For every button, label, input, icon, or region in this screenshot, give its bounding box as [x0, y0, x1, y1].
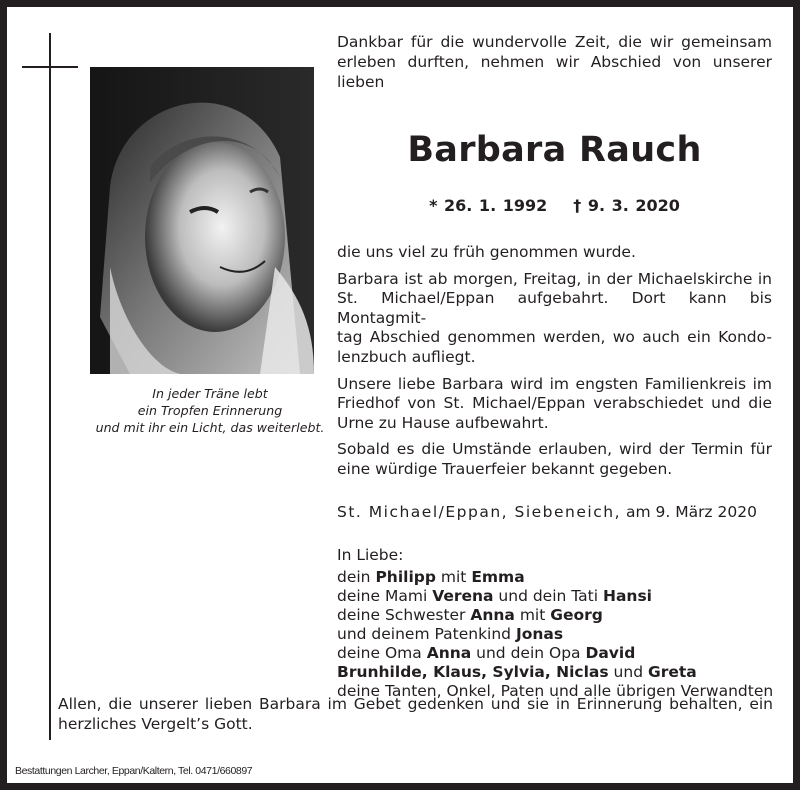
body-paragraph: Unsere liebe Barbara wird im engsten Familienkreis im Friedhof von St. Michael/Eppan verabschiedet und die Urne zu Hause aufbewahrt.: [337, 374, 772, 432]
mourner-line: [337, 663, 772, 682]
body-paragraph: Sobald es die Umstände erlauben, wird der Termin für eine würdige Trauerfeier bekannt gegeben.: [337, 440, 772, 478]
body-paragraph: Barbara ist ab morgen, Freitag, in der Michaelskirche in St. Michael/Eppan aufgebahrt. Dort kann bis Montagmit- tag Abschied genommen werden, wo auch ein Kondo- lenzbuch aufliegt.: [337, 269, 772, 366]
mourner-relation: deine Oma: [337, 643, 427, 662]
mourner-name: Greta: [647, 662, 697, 681]
death-date: † 9. 3. 2020: [573, 196, 680, 215]
mourner-relation: dein: [337, 567, 376, 586]
mourner-name: Anna: [470, 605, 515, 624]
date: am 9. März 2020: [625, 502, 757, 521]
mourner-line: [337, 644, 772, 663]
closing-thanks: [58, 694, 773, 734]
place: St. Michael/Eppan, Siebeneich,: [337, 502, 622, 521]
mourner-relation: deine Schwester: [337, 605, 471, 624]
mourner-name: Philipp: [375, 567, 436, 586]
mourner-name: Jonas: [515, 624, 564, 643]
cross-icon-vertical-bar: [49, 33, 51, 740]
mourner-name: Verena: [432, 586, 494, 605]
mourner-name: Brunhilde, Klaus, Sylvia, Niclas: [337, 662, 609, 681]
closing-line: Allen, die unserer lieben Barbara im Gebet gedenken und sie in Erinnerung behalten, ein: [58, 695, 773, 713]
portrait-photo: [90, 67, 314, 374]
mourner-line: [337, 587, 772, 606]
intro-line: Dankbar für die wundervolle Zeit, die wir gemeinsam: [337, 33, 772, 51]
funeral-home-credit: Bestattungen Larcher, Eppan/Kaltern, Tel. 0471/660897: [15, 765, 253, 777]
mourners-list: [337, 546, 772, 701]
mourner-relation: und deinem Patenkind: [337, 624, 516, 643]
mourner-line: [337, 606, 772, 625]
deceased-name: Barbara Rauch: [407, 130, 702, 170]
mourner-name: David: [585, 643, 636, 662]
mourner-line: [337, 625, 772, 644]
mourners-heading: In Liebe:: [337, 545, 404, 564]
place-and-date: [337, 502, 772, 522]
body-paragraph: die uns viel zu früh genommen wurde.: [337, 243, 636, 261]
caption-line: In jeder Träne lebt: [152, 386, 268, 401]
intro-text: [337, 32, 772, 92]
photo-caption-verse: [80, 385, 340, 436]
mourners-rows: [337, 568, 772, 701]
mourner-name: Georg: [550, 605, 603, 624]
mourner-relation: und: [608, 662, 648, 681]
mourner-relation: und dein Tati: [493, 586, 603, 605]
mourner-name: Hansi: [602, 586, 652, 605]
mourner-relation: mit: [435, 567, 472, 586]
mourner-name: Anna: [426, 643, 472, 662]
intro-line: erleben durften, nehmen wir Abschied von unserer lieben: [337, 53, 772, 91]
mourner-relation: mit: [514, 605, 551, 624]
main-text-column: [337, 32, 772, 701]
birth-date: * 26. 1. 1992: [429, 196, 548, 215]
mourner-relation: deine Mami: [337, 586, 433, 605]
mourner-relation: deine Tanten, Onkel, Paten und alle übrigen Verwandten: [337, 681, 774, 700]
mourner-relation: und dein Opa: [471, 643, 586, 662]
mourner-name: Emma: [471, 567, 525, 586]
life-dates: [337, 196, 772, 216]
closing-line: herzliches Vergelt’s Gott.: [58, 715, 253, 733]
announcement-body: [337, 243, 772, 480]
mourner-line: [337, 568, 772, 587]
cross-icon-horizontal-bar: [22, 66, 78, 68]
caption-line: ein Tropfen Erinnerung: [137, 403, 283, 418]
caption-line: und mit ihr ein Licht, das weiterlebt.: [95, 420, 325, 435]
